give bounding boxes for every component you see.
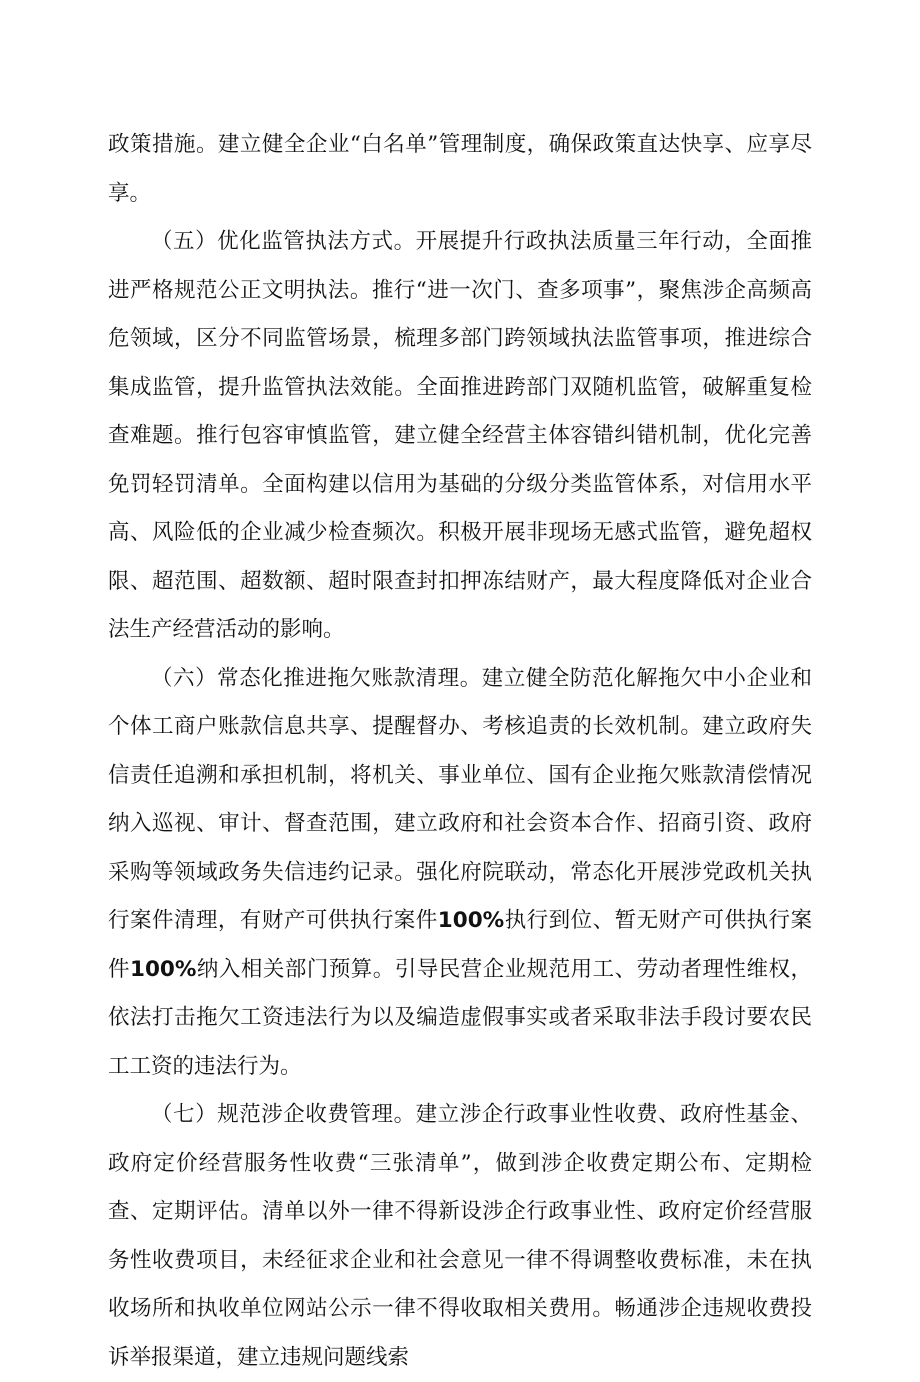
paragraph-text: 执行到位、暂无财产可供执行案件 bbox=[108, 908, 812, 982]
percentage-value: 100% bbox=[437, 908, 505, 933]
paragraph-section-6 bbox=[108, 655, 812, 1092]
paragraph-text: （六）常态化推进拖欠账款清理。建立健全防范化解拖欠中小企业和个体工商户账款信息共享、提醒督办、考核追责的长效机制。建立政府失信责任追溯和承担机制，将机关、事业单位、国有企业拖欠账款清偿情况纳入巡视、审计、督查范围，建立政府和社会资本合作、招商引资、政府采购等领域政务失信违约记录。强化府院联动，常态化开展涉党政机关执行案件清理，有财产可供执行案件 bbox=[108, 665, 812, 933]
paragraph-section-7 bbox=[108, 1091, 812, 1382]
paragraph-continued bbox=[108, 121, 812, 218]
paragraph-text: （五）优化监管执法方式。开展提升行政执法质量三年行动，全面推进严格规范公正文明执法。推行“进一次门、查多项事”，聚焦涉企高频高危领域，区分不同监管场景，梳理多部门跨领域执法监管事项，推进综合集成监管，提升监管执法效能。全面推进跨部门双随机监管，破解重复检查难题。推行包容审慎监管，建立健全经营主体容错纠错机制，优化完善免罚轻罚清单。全面构建以信用为基础的分级分类监管体系，对信用水平高、风险低的企业减少检查频次。积极开展非现场无感式监管，避免超权限、超范围、超数额、超时限查封扣押冻结财产，最大程度降低对企业合法生产经营活动的影响。 bbox=[108, 229, 812, 642]
paragraph-text: （七）规范涉企收费管理。建立涉企行政事业性收费、政府性基金、政府定价经营服务性收费“三张清单”，做到涉企收费定期公布、定期检查、定期评估。清单以外一律不得新设涉企行政事业性、政府定价经营服务性收费项目，未经征求企业和社会意见一律不得调整收费标准，未在执收场所和执收单位网站公示一律不得收取相关费用。畅通涉企违规收费投诉举报渠道，建立违规问题线索 bbox=[108, 1102, 812, 1370]
paragraph-text: 纳入相关部门预算。引导民营企业规范用工、劳动者理性维权，依法打击拖欠工资违法行为以及编造虚假事实或者采取非法手段讨要农民工工资的违法行为。 bbox=[108, 956, 812, 1079]
percentage-value: 100% bbox=[130, 956, 197, 982]
document-body bbox=[108, 121, 812, 1382]
paragraph-text: 政策措施。建立健全企业“白名单”管理制度，确保政策直达快享、应享尽享。 bbox=[108, 132, 812, 206]
paragraph-section-5 bbox=[108, 218, 812, 655]
